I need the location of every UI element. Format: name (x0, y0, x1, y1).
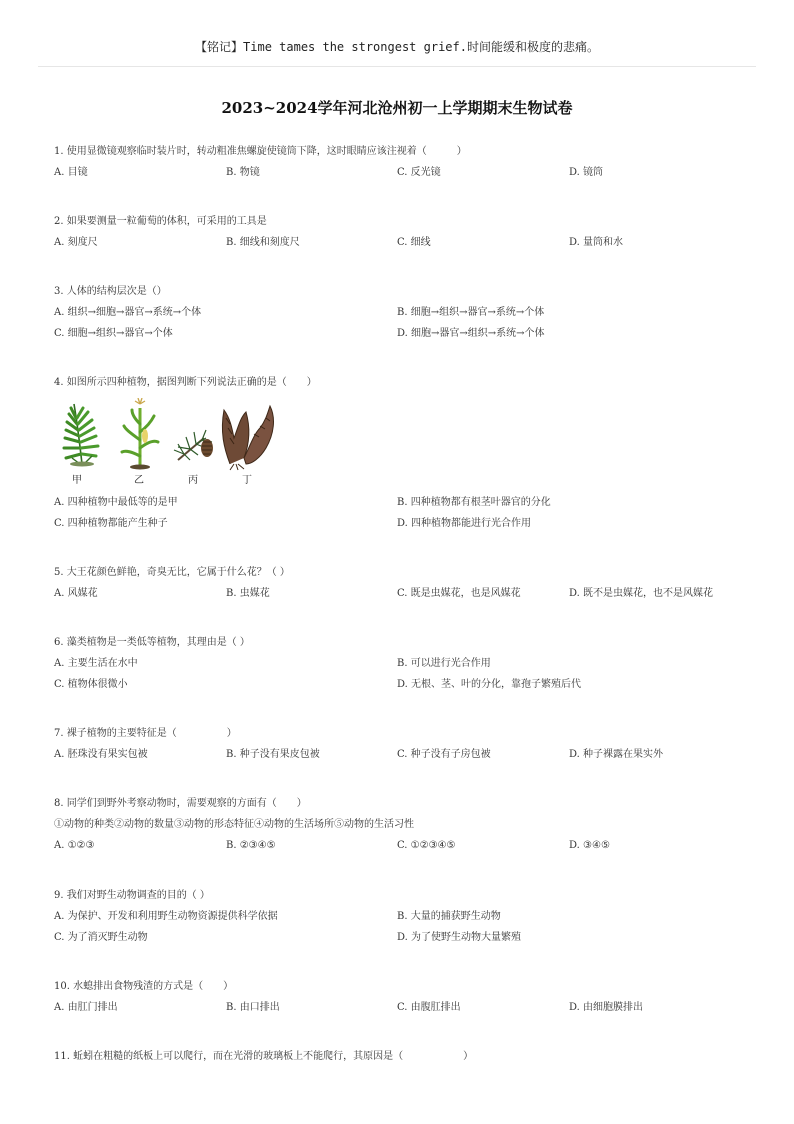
option-a: A. ①②③ (54, 840, 95, 851)
question-stem: 11. 蚯蚓在粗糙的纸板上可以爬行，而在光滑的玻璃板上不能爬行，其原因是（ ） (54, 1051, 474, 1062)
option-b: B. 细胞→组织→器官→系统→个体 (397, 307, 545, 318)
fern-illustration (64, 404, 98, 467)
option-d: D. 为了使野生动物大量繁殖 (397, 932, 522, 943)
question-8 (54, 797, 754, 851)
option-b: B. 种子没有果皮包被 (226, 749, 320, 760)
option-d: D. 既不是虫媒花，也不是风媒花 (569, 588, 714, 599)
header-motto: 【铭记】Time tames the strongest grief.时间能缓和极度的悲痛。 (195, 40, 599, 54)
option-b: B. 可以进行光合作用 (397, 658, 491, 669)
question-stem: 3. 人体的结构层次是（） (54, 286, 167, 297)
option-a: A. 目镜 (54, 167, 88, 178)
figure-label-bing: 丙 (188, 475, 198, 486)
question-stem: 1. 使用显微镜观察临时装片时，转动粗准焦螺旋使镜筒下降，这时眼睛应该注视着（ ） (54, 146, 467, 157)
option-a: A. 胚珠没有果实包被 (54, 749, 148, 760)
question-note: ①动物的种类②动物的数量③动物的形态特征④动物的生活场所⑤动物的生活习性 (54, 819, 414, 830)
question-3 (54, 285, 754, 339)
option-c: C. 细胞→组织→器官→个体 (54, 328, 173, 339)
option-c: C. 植物体很微小 (54, 679, 128, 690)
question-stem: 4. 如图所示四种植物，据图判断下列说法正确的是（ ） (54, 377, 317, 388)
option-c: C. 为了消灭野生动物 (54, 932, 148, 943)
plants-figure (54, 398, 294, 488)
option-b: B. 虫媒花 (226, 588, 270, 599)
question-6 (54, 636, 754, 690)
option-c: C. 四种植物都能产生种子 (54, 518, 168, 529)
option-c: C. 反光镜 (397, 167, 441, 178)
option-a: A. 风媒花 (54, 588, 98, 599)
option-d: D. 细胞→器官→组织→系统→个体 (397, 328, 545, 339)
question-4 (54, 376, 754, 389)
option-d: D. 种子裸露在果实外 (569, 749, 664, 760)
question-7 (54, 727, 754, 760)
option-a: A. 组织→细胞→器官→系统→个体 (54, 307, 202, 318)
question-5 (54, 566, 754, 599)
option-c: C. 细线 (397, 237, 431, 248)
question-9 (54, 889, 754, 943)
option-d: D. 量筒和水 (569, 237, 624, 248)
question-stem: 5. 大王花颜色鲜艳，奇臭无比，它属于什么花？（ ） (54, 567, 290, 578)
question-stem: 6. 藻类植物是一类低等植物，其理由是（ ） (54, 637, 250, 648)
question-stem: 7. 裸子植物的主要特征是（ ） (54, 728, 237, 739)
pine-branch-illustration (174, 430, 213, 460)
option-d: D. 四种植物都能进行光合作用 (397, 518, 532, 529)
option-c: C. 种子没有子房包被 (397, 749, 491, 760)
question-stem: 8. 同学们到野外考察动物时，需要观察的方面有（ ） (54, 798, 307, 809)
question-stem: 2. 如果要测量一粒葡萄的体积，可采用的工具是 (54, 216, 267, 227)
option-b: B. 四种植物都有根茎叶器官的分化 (397, 497, 551, 508)
corn-illustration (122, 398, 158, 470)
option-d: D. ③④⑤ (569, 840, 610, 851)
option-a: A. 四种植物中最低等的是甲 (54, 497, 178, 508)
option-a: A. 主要生活在水中 (54, 658, 138, 669)
question-stem: 10. 水螅排出食物残渣的方式是（ ） (54, 981, 234, 992)
figure-label-ding: 丁 (242, 475, 252, 486)
option-d: D. 无根、茎、叶的分化，靠孢子繁殖后代 (397, 679, 582, 690)
question-11 (54, 1050, 754, 1063)
question-2 (54, 215, 754, 248)
option-b: B. 细线和刻度尺 (226, 237, 300, 248)
kelp-illustration (222, 406, 273, 470)
option-a: A. 由肛门排出 (54, 1002, 118, 1013)
option-c: C. 由腹肛排出 (397, 1002, 461, 1013)
option-a: A. 刻度尺 (54, 237, 98, 248)
option-b: B. 由口排出 (226, 1002, 280, 1013)
option-c: C. ①②③④⑤ (397, 840, 456, 851)
option-d: D. 镜筒 (569, 167, 604, 178)
option-d: D. 由细胞膜排出 (569, 1002, 644, 1013)
question-10 (54, 980, 754, 1013)
figure-label-jia: 甲 (72, 475, 82, 486)
page-title: 2023~2024学年河北沧州初一上学期期末生物试卷 (221, 99, 573, 117)
question-1 (54, 145, 754, 178)
option-a: A. 为保护、开发和利用野生动物资源提供科学依据 (54, 911, 278, 922)
plants-illustration (54, 398, 294, 472)
option-b: B. 大量的捕获野生动物 (397, 911, 501, 922)
header-divider (38, 66, 756, 67)
option-c: C. 既是虫媒花，也是风媒花 (397, 588, 521, 599)
option-b: B. ②③④⑤ (226, 840, 276, 851)
figure-label-yi: 乙 (134, 475, 144, 486)
option-b: B. 物镜 (226, 167, 260, 178)
question-stem: 9. 我们对野生动物调查的目的（ ） (54, 890, 210, 901)
